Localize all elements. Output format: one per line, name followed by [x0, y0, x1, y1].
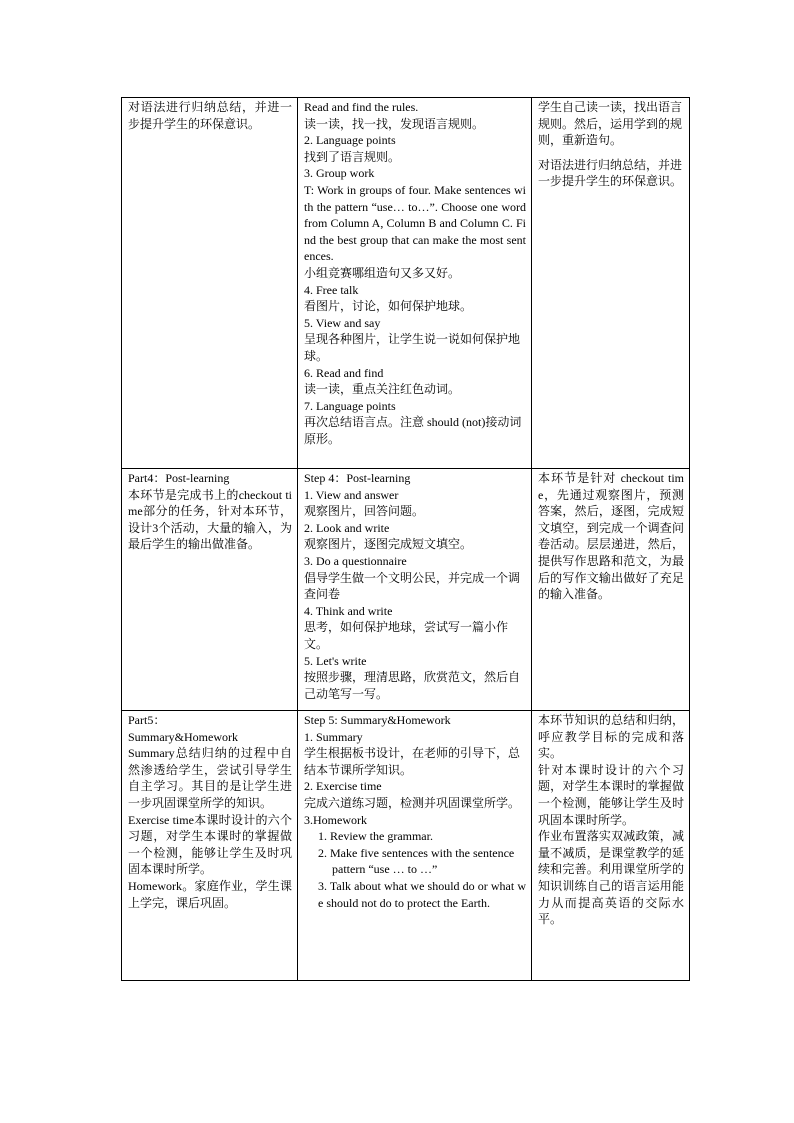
- step-text: 呈现各种图片，让学生说一说如何保护地球。: [304, 332, 521, 363]
- part-heading: Part5：: [128, 713, 166, 727]
- intent-notes-cell: [532, 711, 690, 981]
- step-text: 倡导学生做一个文明公民，并完成一个调查问卷: [304, 570, 521, 602]
- design-intent-cell: [122, 469, 298, 711]
- table-row: [122, 469, 690, 711]
- homework-item: 1. Review the grammar.: [318, 829, 433, 844]
- cell-text: 本环节是完成书上的checkout time部分的任务，针对本环节，设计3个活动，大量的输入，为最后学生的输出做准备。: [128, 487, 292, 552]
- step-text: Read and find the rules.: [304, 100, 419, 114]
- part-heading: Part4：Post-learning: [128, 471, 230, 485]
- step-text: 读一读，找一找，发现语言规则。: [304, 116, 485, 131]
- design-intent-cell: [122, 98, 298, 469]
- note-text: 学生自己读一读，找出语言规则。然后，运用学到的规则，重新造句。: [538, 100, 683, 148]
- step-text: 3.Homework: [304, 812, 367, 827]
- step-text: 3. Group work: [304, 166, 375, 181]
- design-intent-cell: [122, 711, 298, 981]
- step-text: 思考，如何保护地球，尝试写一篇小作文。: [304, 620, 509, 651]
- table-row: [122, 98, 690, 469]
- teaching-steps-cell: [298, 469, 532, 711]
- note-text: 作业布置落实双减政策，减量不减质，是课堂教学的延续和完善。利用课堂所学的知识训练自己的语言运用能力从而提高英语的交际水平。: [538, 829, 684, 927]
- step-text: 观察图片，回答问题。: [304, 504, 425, 519]
- step-text: 完成六道练习题，检测并巩固课堂所学。: [304, 795, 521, 810]
- step-text: 5. View and say: [304, 315, 381, 330]
- step-text: 读一读，重点关注红色动词。: [304, 382, 461, 397]
- step-text: 3. Do a questionnaire: [304, 553, 407, 568]
- step-text: 4. Think and write: [304, 603, 393, 618]
- step-text: 1. View and answer: [304, 487, 399, 502]
- note-text: 针对本课时设计的六个习题，对学生本课时的掌握做一个检测，能够让学生及时巩固本课时所学。: [538, 762, 684, 827]
- teaching-steps-cell: [298, 711, 532, 981]
- step-text: 再次总结语言点。注意 should (not)接动词原形。: [304, 415, 522, 446]
- step-text: 5. Let's write: [304, 653, 367, 668]
- step-text: T: Work in groups of four. Make sentences with the pattern “use… to…”. Choose one word from Column A, Column B and Column C. Find the best group that can make the most sentences.: [304, 182, 526, 264]
- note-text: 对语法进行归纳总结，并进一步提升学生的环保意识。: [538, 157, 683, 189]
- step-text: 2. Look and write: [304, 520, 390, 535]
- intent-notes-cell: [532, 469, 690, 711]
- teaching-steps-cell: [298, 98, 532, 469]
- step-text: 4. Free talk: [304, 282, 359, 297]
- cell-text: 对语法进行归纳总结，并进一步提升学生的环保意识。: [128, 100, 292, 131]
- step-text: 看图片，讨论，如何保护地球。: [304, 299, 473, 314]
- homework-item: 3. Talk about what we should do or what we should not do to protect the Earth.: [318, 878, 526, 910]
- step-heading: Step 5: Summary&Homework: [304, 713, 451, 727]
- step-text: 按照步骤，理清思路，欣赏范文，然后自己动笔写一写。: [304, 670, 521, 701]
- step-text: 2. Exercise time: [304, 779, 382, 794]
- step-text: 观察图片，逐图完成短文填空。: [304, 537, 473, 552]
- intent-notes-cell: [532, 98, 690, 469]
- step-heading: Step 4：Post-learning: [304, 471, 411, 485]
- part-heading: Summary&Homework: [128, 729, 238, 744]
- step-text: 找到了语言规则。: [304, 149, 401, 164]
- homework-item: 2. Make five sentences with the sentence: [318, 845, 515, 860]
- table-row: [122, 711, 690, 981]
- step-text: 1. Summary: [304, 729, 363, 744]
- step-text: 2. Language points: [304, 133, 396, 148]
- note-text: 本环节知识的总结和归纳，呼应教学目标的完成和落实。: [538, 713, 684, 761]
- cell-text: Exercise time本课时设计的六个习题，对学生本课时的掌握做一个检测，能够让学生及时巩固本课时所学。: [128, 812, 292, 877]
- step-text: 学生根据板书设计，在老师的引导下，总结本节课所学知识。: [304, 746, 521, 777]
- step-text: 小组竞赛哪组造句又多又好。: [304, 265, 461, 280]
- cell-text: Summary总结归纳的过程中自然渗透给学生，尝试引导学生自主学习。其目的是让学生进一步巩固课堂所学的知识。: [128, 746, 292, 810]
- step-text: 6. Read and find: [304, 365, 384, 380]
- lesson-plan-table: [121, 97, 690, 981]
- homework-item: pattern “use … to …”: [332, 862, 438, 877]
- step-text: 7. Language points: [304, 398, 396, 413]
- note-text: 本环节是针对 checkout time，先通过观察图片，预测答案，然后，逐图，完成短文填空，到完成一个调查问卷活动。层层递进，然后，提供写作思路和范文，为最后的写作文输出做好了充足的输入准备。: [538, 471, 684, 602]
- cell-text: Homework。家庭作业，学生课上学完，课后巩固。: [128, 878, 292, 910]
